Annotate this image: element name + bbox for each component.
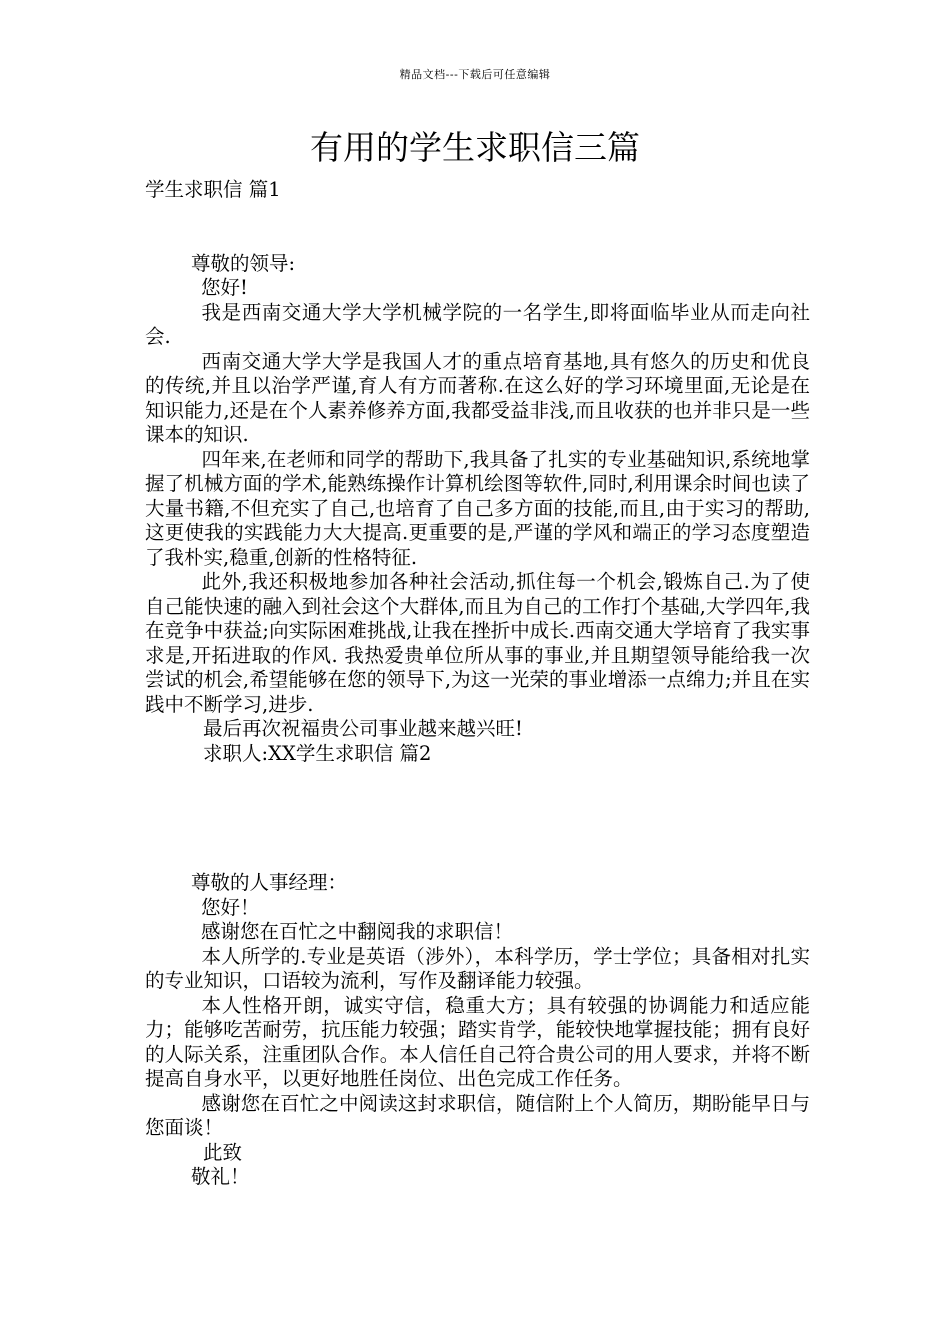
page-header-note: 精品文档---下载后可任意编辑 (399, 68, 551, 81)
paragraph: 感谢您在百忙之中阅读这封求职信，随信附上个人简历，期盼能早日与您面谈！ (145, 1091, 810, 1139)
paragraph: 四年来,在老师和同学的帮助下,我具备了扎实的专业基础知识,系统地掌握了机械方面的学术,能熟练操作计算机绘图等软件,同时,利用课余时间也读了大量书籍,不但充实了自己,也培育了自己多方面的技能,而且,由于实习的帮助,这更使我的实践能力大大提高.更重要的是,严谨的学风和端正的学习态度塑造了我朴实,稳重,创新的性格特征. (145, 447, 810, 569)
paragraph: 本人性格开朗，诚实守信，稳重大方；具有较强的协调能力和适应能力；能够吃苦耐劳，抗压能力较强；踏实肯学，能较快地掌握技能；拥有良好的人际关系，注重团队合作。本人信任自己符合贵公司的用人要求，并将不断提高自身水平，以更好地胜任岗位、出色完成工作任务。 (145, 993, 810, 1090)
paragraph: 本人所学的.专业是英语（涉外），本科学历，学士学位；具备相对扎实的专业知识，口语较为流利，写作及翻译能力较强。 (145, 944, 810, 992)
greeting: 您好！ (201, 895, 260, 919)
closing-wish: 最后再次祝福贵公司事业越来越兴旺! (203, 717, 523, 740)
section-heading: 学生求职信 篇1 (145, 178, 281, 201)
paragraph: 西南交通大学大学是我国人才的重点培育基地,具有悠久的历史和优良的传统,并且以治学严谨,育人有方而著称.在这么好的学习环境里面,无论是在知识能力,还是在个人素养修养方面,我都受益非浅,而且收获的也并非只是一些课本的知识. (145, 349, 810, 446)
blank-space (145, 203, 810, 252)
closing-line: 此致 (203, 1140, 243, 1164)
thanks-line: 感谢您在百忙之中翻阅我的求职信！ (201, 920, 514, 943)
greeting: 您好! (201, 276, 248, 299)
salutation: 尊敬的人事经理： (191, 871, 348, 894)
paragraph: 此外,我还积极地参加各种社会活动,抓住每一个机会,锻炼自己.为了使自己能快速的融入到社会这个大群体,而且为自己的工作打个基础,大学四年,我在竞争中获益;向实际困难挑战,让我在挫折中成长.西南交通大学培育了我实事求是,开拓进取的作风. 我热爱贵单位所从事的事业,并且期望领导能给我一次尝试的机会,希望能够在您的领导下,为这一光荣的事业增添一点绵力;并且在实践中不断学习,进步. (145, 570, 810, 716)
closing-line: 敬礼！ (191, 1165, 250, 1188)
salutation: 尊敬的领导: (191, 251, 296, 275)
letter-section-2 (145, 871, 810, 1190)
signer-and-next-heading: 求职人:XX学生求职信 篇2 (203, 741, 432, 765)
document-title: 有用的学生求职信三篇 (310, 128, 640, 167)
letter-section-1 (145, 178, 810, 766)
paragraph: 我是西南交通大学大学机械学院的一名学生,即将面临毕业从而走向社会. (145, 300, 810, 348)
